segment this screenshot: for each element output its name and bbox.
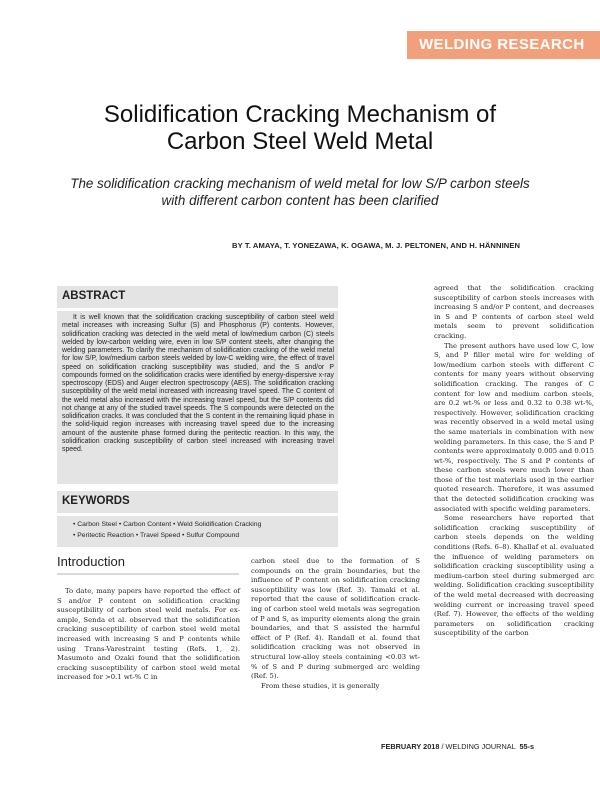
author-byline: BY T. AMAYA, T. YONEZAWA, K. OGAWA, M. J. PELTONEN, AND H. HÄNNINEN [232,241,521,250]
body-paragraph: From these studies, it is generally [261,681,380,690]
footer-date: FEBRUARY 2018 [381,742,440,751]
body-column-2 [251,557,420,691]
keywords-line-2: • Peritectic Reaction • Travel Speed • Sulfur Compound [73,532,240,539]
article-title-line-1: Solidification Cracking Mechanism of [103,101,497,128]
body-paragraph: The present authors have used low C, low S, and P filler metal wire for welding of low/medium carbon steels with different C contents for many years without observing solidification cracking. The ranges of C content for low and medium carbon steels, are 0.2 wt-% or less and 0.32 to 0.38 wt-%, respectively. However, solidification cracking was recently observed in a weld metal using the same materials in combination with new welding parameters. In this case, the S and P contents were approximately 0.005 and 0.015 wt-%, respectively. The S and P contents of these carbon steels were much lower than those of the test materials used in the earlier quoted research. Therefore, it was assumed that the detected solidification cracking was associated with specific welding parameters. [434,341,594,513]
abstract-text: It is well known that the solidification cracking susceptibility of carbon steel weld metal increases with increasing Sulfur (S) and Phosphorus (P) contents. However, solidification cracking was detected in the weld metal of low/medium carbon (C) steels welded by low-carbon welding wire, even in low S/P content steels, after changing the welding parameters. To clarify the mechanism of solidification cracking of the weld metal for low S/P, low/medium carbon steels welded by low-C welding wire, the effect of travel speed on solidification cracking susceptibility was studied, and the S and/or P compounds formed on the solidification cracks were identified by energy-dispersive x-ray spectroscopy (EDS) and Auger electron spectroscopy (AES). The solidification cracking susceptibility of the weld metal increased with increasing travel speed. The C content of the weld metal also increased with the increasing travel speed, but the S/P contents did not change at any of the studied travel speeds. The S compounds were detected on the solidification cracks. It was concluded that the S content in the remaining liquid phase in the solid-liquid region increases with increasing travel speed due to the increasing amount of the austenite phase formed during the peritectic reaction. In this way, the solidification cracking susceptibility of carbon steel increased with increasing travel speed. [62,314,334,453]
article-title-line-2: Carbon Steel Weld Metal [166,128,434,155]
page-number: 55-s [519,742,535,751]
section-tag [407,31,600,59]
article-subtitle-line-1: The solidification cracking mechanism of weld metal for low S/P carbon steels [70,176,530,191]
abstract-panel [57,286,338,484]
section-tag-label: WELDING RESEARCH [419,36,585,53]
body-paragraph: carbon steel due to the formation of S compounds on the grain boundaries, but the influence of P content on solidification cracking susceptibility was low (Ref. 3). Tamaki et al. reported that the cause of solidification cracking of carbon steel weld metals was segregation of P and S, as impurity elements along the grain boundaries, and that S assisted the harmful effect of P (Ref. 4). Randall et al. found that solidification cracking was not observed in structural low-alloy steels containing <0.03 wt-% of S and P during submerged arc welding (Ref. 5). [251,557,420,681]
introduction-heading: Introduction [57,554,125,569]
keywords-divider [57,513,338,516]
article-subtitle-line-2: with different carbon content has been clarified [161,193,439,208]
footer-separator: / [441,742,444,751]
abstract-heading: ABSTRACT [62,290,126,302]
body-paragraph: Some researchers have reported that solidification cracking susceptibility of carbon steels depends on the welding conditions (Refs. 6–8). Khallaf et al. evaluated the influence of welding parameters on solidification cracking susceptibility using a medium-carbon steel during submerged arc welding. Solidification cracking susceptibility of the weld metal decreased with decreasing welding current or increasing travel speed (Ref. 7). However, the effects of the welding parameters on solidification cracking susceptibility of the carbon [434,514,594,638]
keywords-heading: KEYWORDS [62,495,130,507]
body-paragraph: agreed that the solidification cracking susceptibility of carbon steels increases with increasing S and/or P content, and decreases in S and P contents of carbon steel weld metals seem to prevent solidification cracking. [434,284,594,340]
keywords-line-1: • Carbon Steel • Carbon Content • Weld Solidification Cracking [73,521,262,528]
keywords-panel [57,491,338,547]
footer-journal: WELDING JOURNAL [445,742,516,751]
introduction-divider [57,573,239,575]
body-paragraph: To date, many papers have reported the effect of S and/or P content on solidification cracking susceptibility of carbon steel weld metals. For example, Senda et al. observed that the solidification cracking susceptibility of carbon steel weld metal increased with increasing S and P contents while using Trans-Varestraint testing (Refs. 1, 2). Masumoto and Ozaki found that the solidification cracking susceptibility of carbon steel weld metal increased for >0.1 wt-% C in [57,587,240,682]
body-column-3 [434,284,594,639]
abstract-divider [57,308,338,311]
page-footer [381,742,534,751]
body-column-1 [57,587,240,683]
